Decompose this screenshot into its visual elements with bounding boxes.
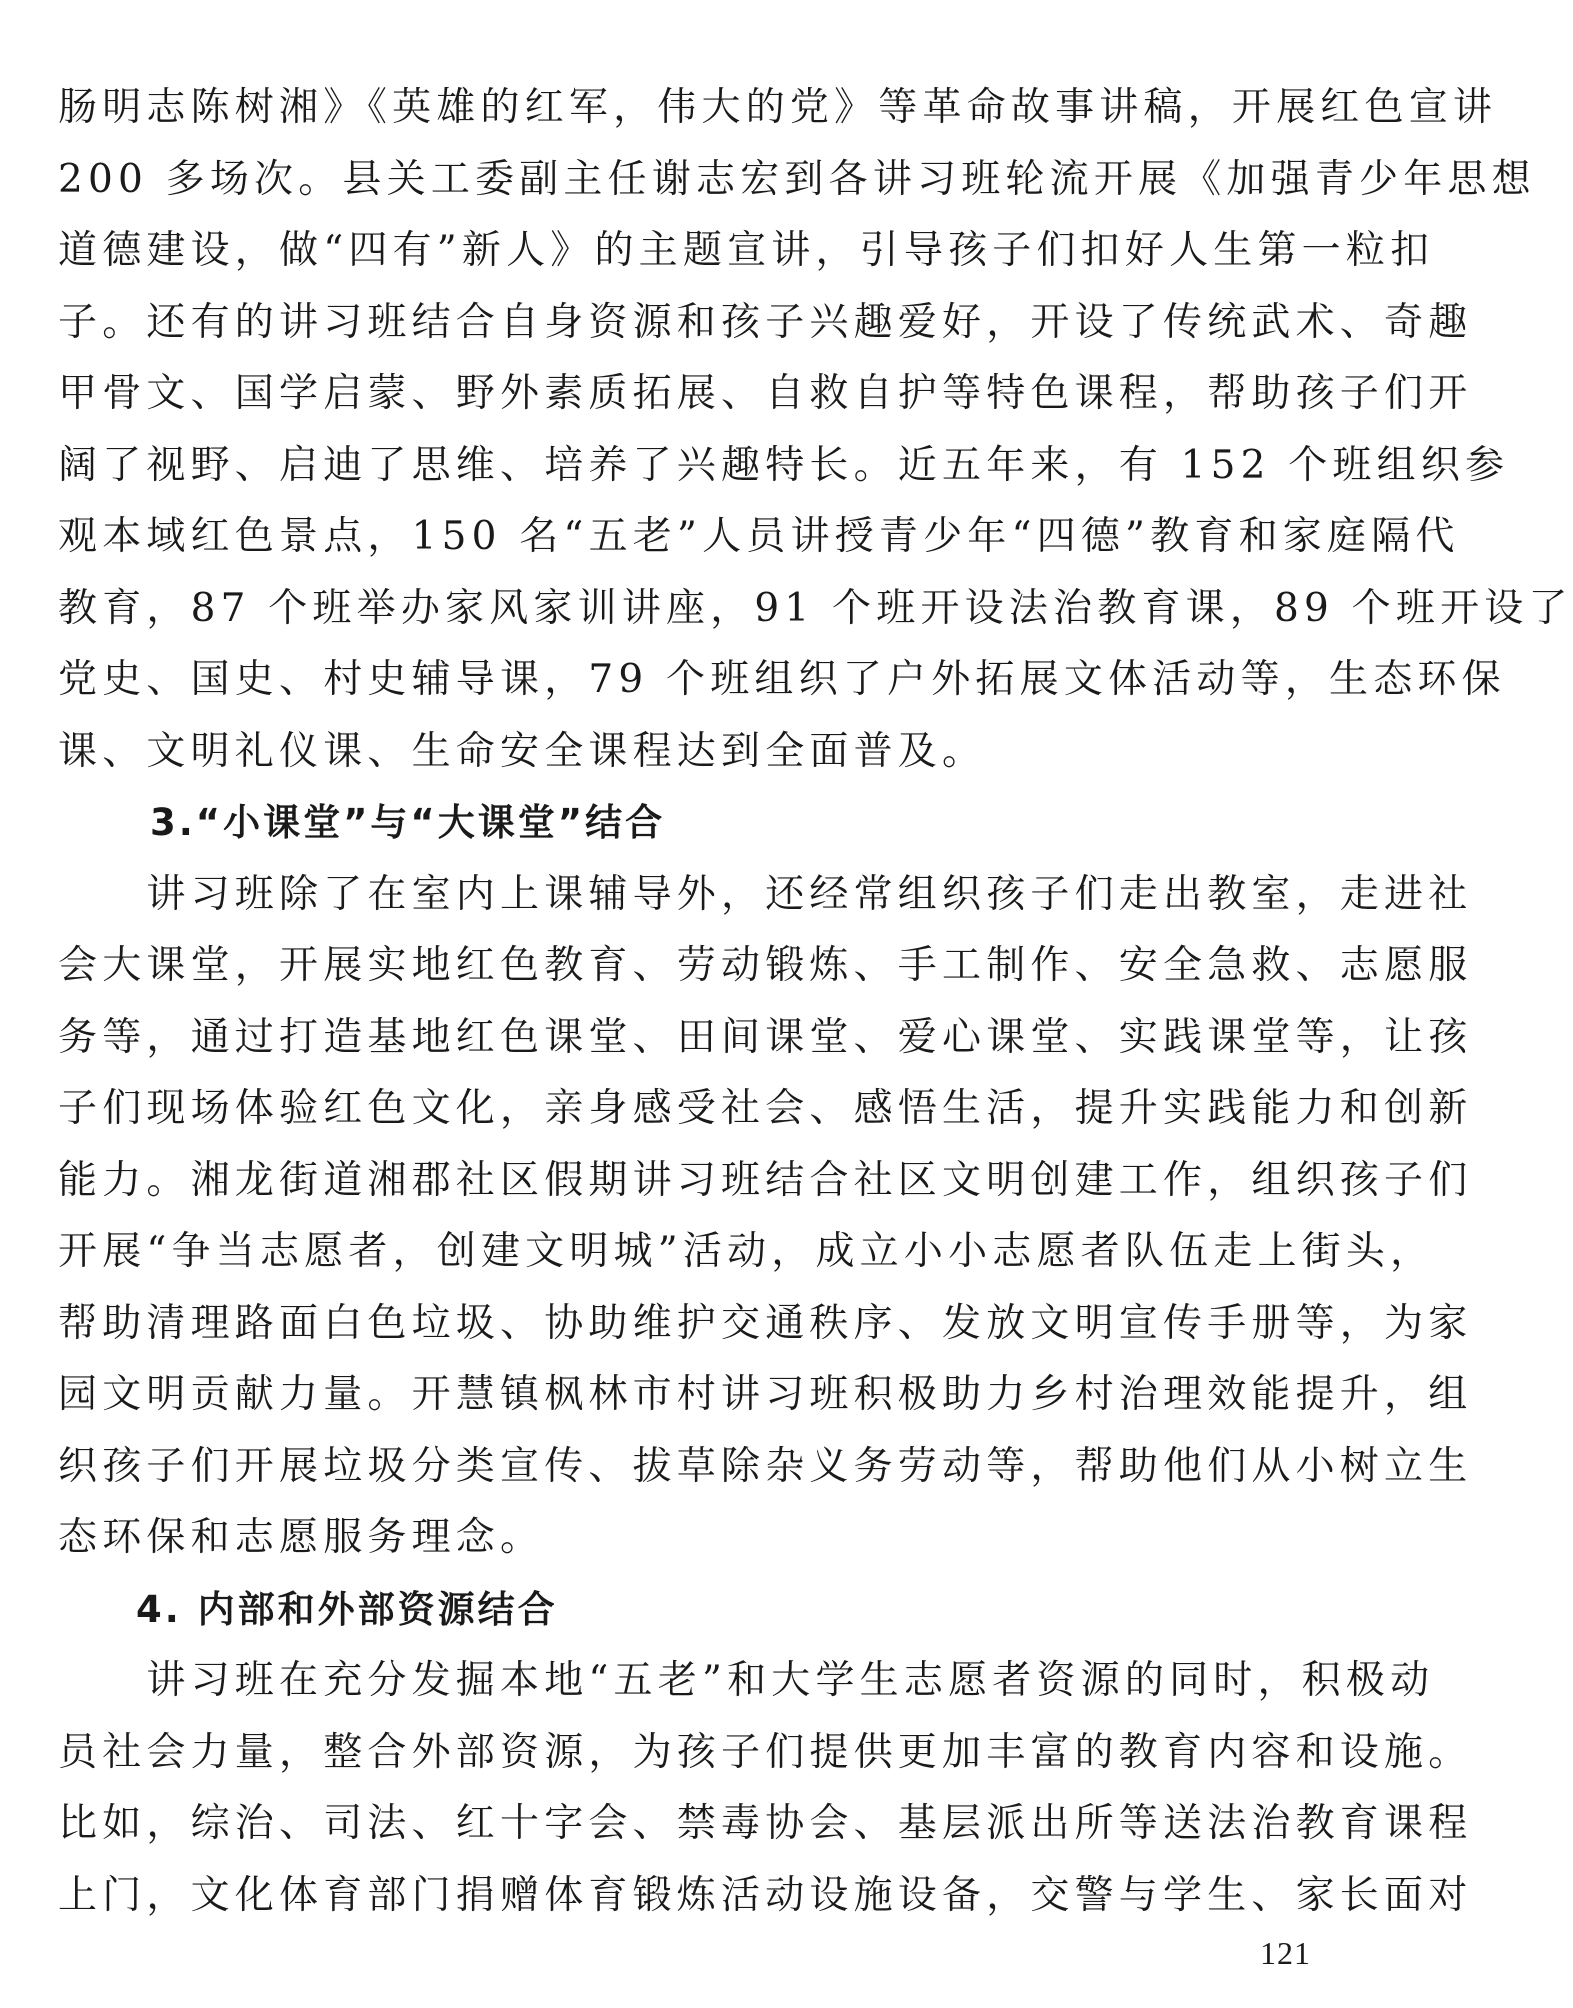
text-line: 帮助清理路面白色垃圾、协助维护交通秩序、发放文明宣传手册等，为家 bbox=[58, 1300, 1473, 1346]
text-line: 党史、国史、村史辅导课，79 个班组织了户外拓展文体活动等，生态环保 bbox=[58, 657, 1506, 702]
text-line: 织孩子们开展垃圾分类宣传、拔草除杂义务劳动等，帮助他们从小树立生 bbox=[58, 1443, 1473, 1489]
text-line: 肠明志陈树湘》《英雄的红军，伟大的党》等革命故事讲稿，开展红色宣讲 bbox=[58, 85, 1498, 130]
text-line: 员社会力量，整合外部资源，为孩子们提供更加丰富的教育内容和设施。 bbox=[58, 1729, 1473, 1775]
section-heading-4: 4. 内部和外部资源结合 bbox=[136, 1587, 558, 1631]
text-line: 会大课堂，开展实地红色教育、劳动锻炼、手工制作、安全急救、志愿服 bbox=[58, 943, 1473, 988]
text-line: 讲习班在充分发掘本地“五老”和大学生志愿者资源的同时，积极动 bbox=[58, 1658, 1435, 1703]
text-line: 200 多场次。县关工委副主任谢志宏到各讲习班轮流开展《加强青少年思想 bbox=[58, 156, 1536, 202]
text-line: 能力。湘龙街道湘郡社区假期讲习班结合社区文明创建工作，组织孩子们 bbox=[58, 1157, 1473, 1203]
text-line: 甲骨文、国学启蒙、野外素质拓展、自救自护等特色课程，帮助孩子们开 bbox=[58, 371, 1473, 416]
paragraph-classroom bbox=[58, 859, 1473, 1574]
text-line: 园文明贡献力量。开慧镇枫林市村讲习班积极助力乡村治理效能提升，组 bbox=[58, 1372, 1473, 1417]
text-line: 务等，通过打造基地红色课堂、田间课堂、爱心课堂、实践课堂等，让孩 bbox=[58, 1014, 1473, 1060]
text-line: 比如，综治、司法、红十字会、禁毒协会、基层派出所等送法治教育课程 bbox=[58, 1801, 1473, 1846]
text-line: 子。还有的讲习班结合自身资源和孩子兴趣爱好，开设了传统武术、奇趣 bbox=[58, 299, 1473, 345]
text-line: 道德建设，做“四有”新人》的主题宣讲，引导孩子们扣好人生第一粒扣 bbox=[58, 228, 1435, 273]
text-line: 教育，87 个班举办家风家训讲座，91 个班开设法治教育课，89 个班开设了 bbox=[58, 585, 1573, 631]
section-heading-3: 3.“小课堂”与“大课堂”结合 bbox=[150, 801, 666, 844]
text-line: 课、文明礼仪课、生命安全课程达到全面普及。 bbox=[58, 728, 987, 774]
paragraph-red-education bbox=[58, 72, 1573, 787]
document-page bbox=[58, 72, 1573, 1931]
text-line: 子们现场体验红色文化，亲身感受社会、感悟生活，提升实践能力和创新 bbox=[58, 1086, 1473, 1131]
page-number: 121 bbox=[1260, 1935, 1311, 1971]
text-line: 阔了视野、启迪了思维、培养了兴趣特长。近五年来，有 152 个班组织参 bbox=[58, 442, 1510, 488]
text-line: 观本域红色景点，150 名“五老”人员讲授青少年“四德”教育和家庭隔代 bbox=[58, 514, 1460, 559]
paragraph-resources bbox=[58, 1645, 1473, 1931]
text-line: 讲习班除了在室内上课辅导外，还经常组织孩子们走出教室，走进社 bbox=[58, 871, 1473, 917]
text-line: 态环保和志愿服务理念。 bbox=[58, 1515, 545, 1560]
text-line: 开展“争当志愿者，创建文明城”活动，成立小小志愿者队伍走上街头， bbox=[58, 1229, 1435, 1274]
text-line: 上门，文化体育部门捐赠体育锻炼活动设施设备，交警与学生、家长面对 bbox=[58, 1872, 1473, 1918]
